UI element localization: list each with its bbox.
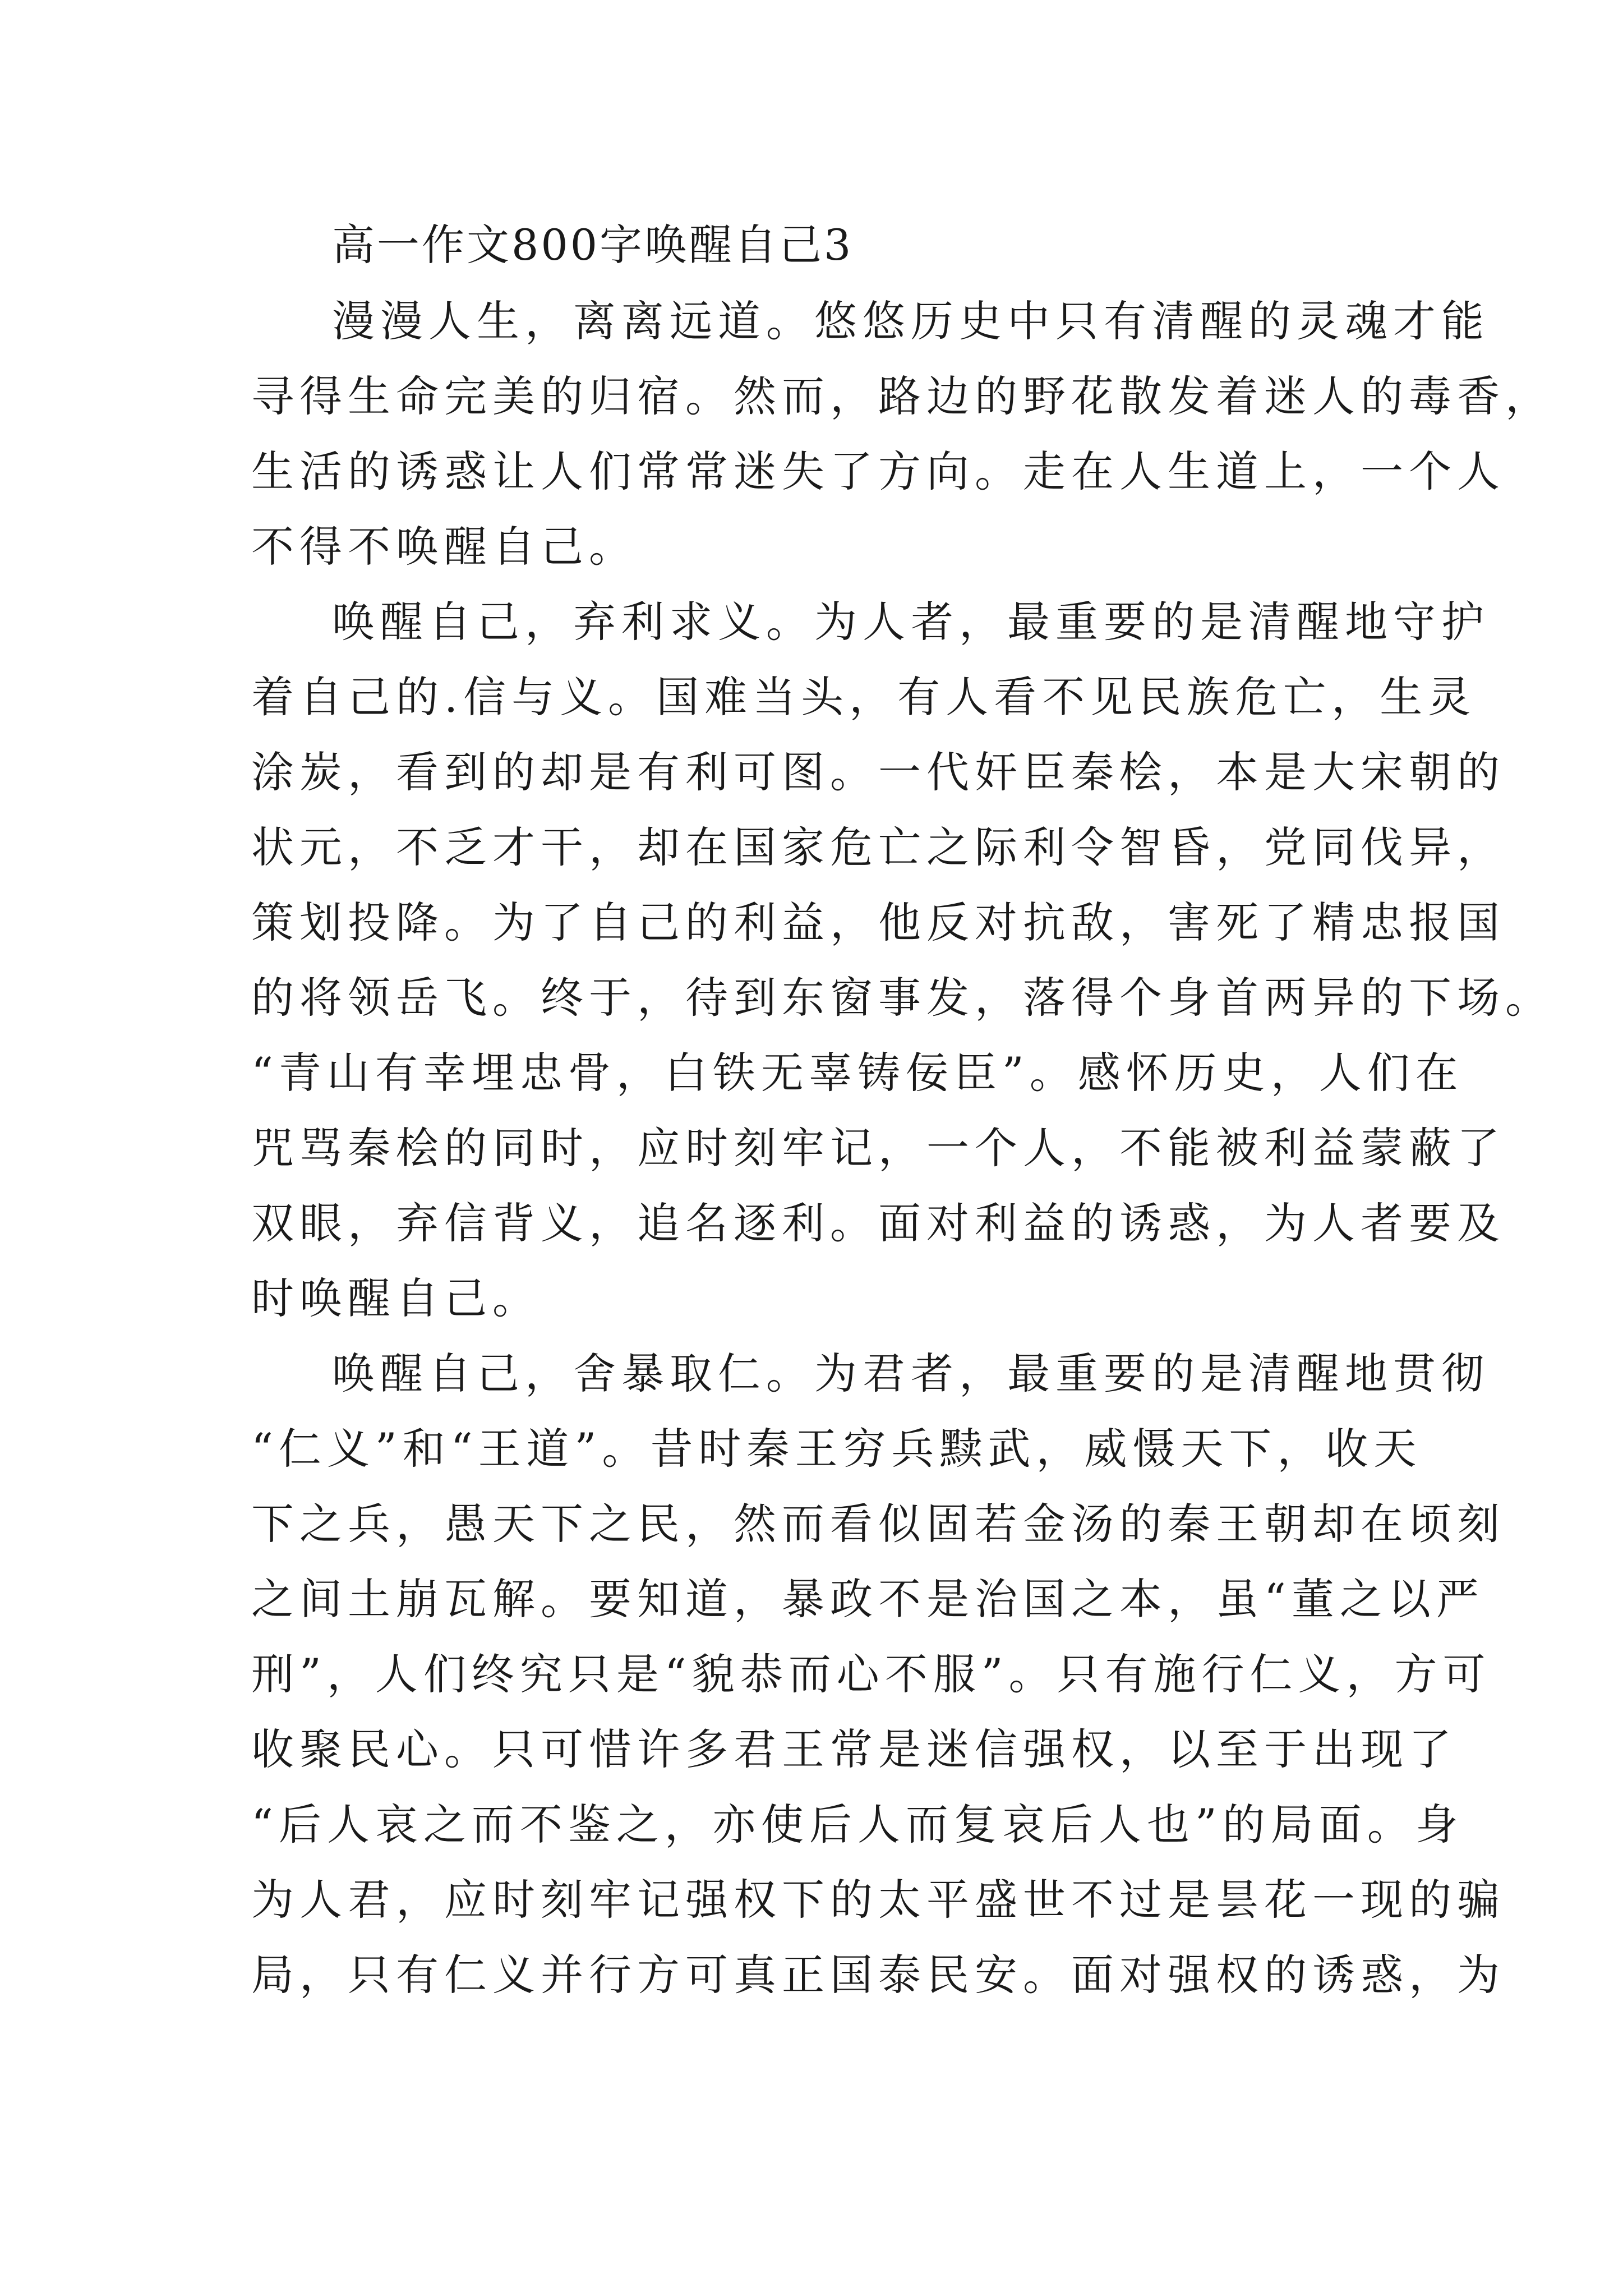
paragraph-line: 之间土崩瓦解。要知道，暴政不是治国之本，虽“董之以严 [251,1574,1484,1624]
paragraph-line: 涂炭，看到的却是有利可图。一代奸臣秦桧，本是大宋朝的 [251,747,1505,797]
paragraph-line: 策划投降。为了自己的利益，他反对抗敌，害死了精忠报国 [251,898,1505,947]
paragraph-line: 状元，不乏才干，却在国家危亡之际利令智昏，党同伐异， [251,822,1505,872]
paragraph-line: 收聚民心。只可惜许多君王常是迷信强权，以至于出现了 [251,1724,1457,1774]
paragraph-line: 咒骂秦桧的同时，应时刻牢记，一个人，不能被利益蒙蔽了 [251,1123,1505,1173]
paragraph-line: 下之兵，愚天下之民，然而看似固若金汤的秦王朝却在顷刻 [251,1499,1505,1549]
paragraph-line: 寻得生命完美的归宿。然而，路边的野花散发着迷人的毒香， [251,371,1553,421]
paragraph-line: 唤醒自己，舍暴取仁。为君者，最重要的是清醒地贯彻 [332,1349,1490,1398]
paragraph-line: 双眼，弃信背义，追名逐利。面对利益的诱惑，为人者要及 [251,1198,1505,1248]
document-title: 高一作文800字唤醒自己3 [332,220,854,270]
paragraph-line: 刑”，人们终究只是“貌恭而心不服”。只有施行仁义，方可 [251,1649,1491,1699]
paragraph-line: 着自己的.信与义。国难当头，有人看不见民族危亡，生灵 [251,672,1477,722]
paragraph-line: 时唤醒自己。 [251,1273,541,1323]
paragraph-line: 漫漫人生，离离远道。悠悠历史中只有清醒的灵魂才能 [332,296,1490,346]
paragraph-line: “后人哀之而不鉴之，亦使后人而复哀后人也”的局面。身 [251,1800,1464,1849]
paragraph-line: 局，只有仁义并行方可真正国泰民安。面对强权的诱惑，为 [251,1950,1505,2000]
paragraph-line: “仁义”和“王道”。昔时秦王穷兵黩武，威慑天下，收天 [251,1424,1422,1474]
paragraph-line: 不得不唤醒自己。 [251,522,637,572]
paragraph-line: “青山有幸埋忠骨，白铁无辜铸佞臣”。感怀历史，人们在 [251,1048,1464,1098]
paragraph-line: 为人君，应时刻牢记强权下的太平盛世不过是昙花一现的骗 [251,1875,1505,1925]
paragraph-line: 的将领岳飞。终于，待到东窗事发，落得个身首两异的下场。 [251,973,1553,1023]
paragraph-line: 生活的诱惑让人们常常迷失了方向。走在人生道上，一个人 [251,447,1505,496]
paragraph-line: 唤醒自己，弃利求义。为人者，最重要的是清醒地守护 [332,597,1490,647]
